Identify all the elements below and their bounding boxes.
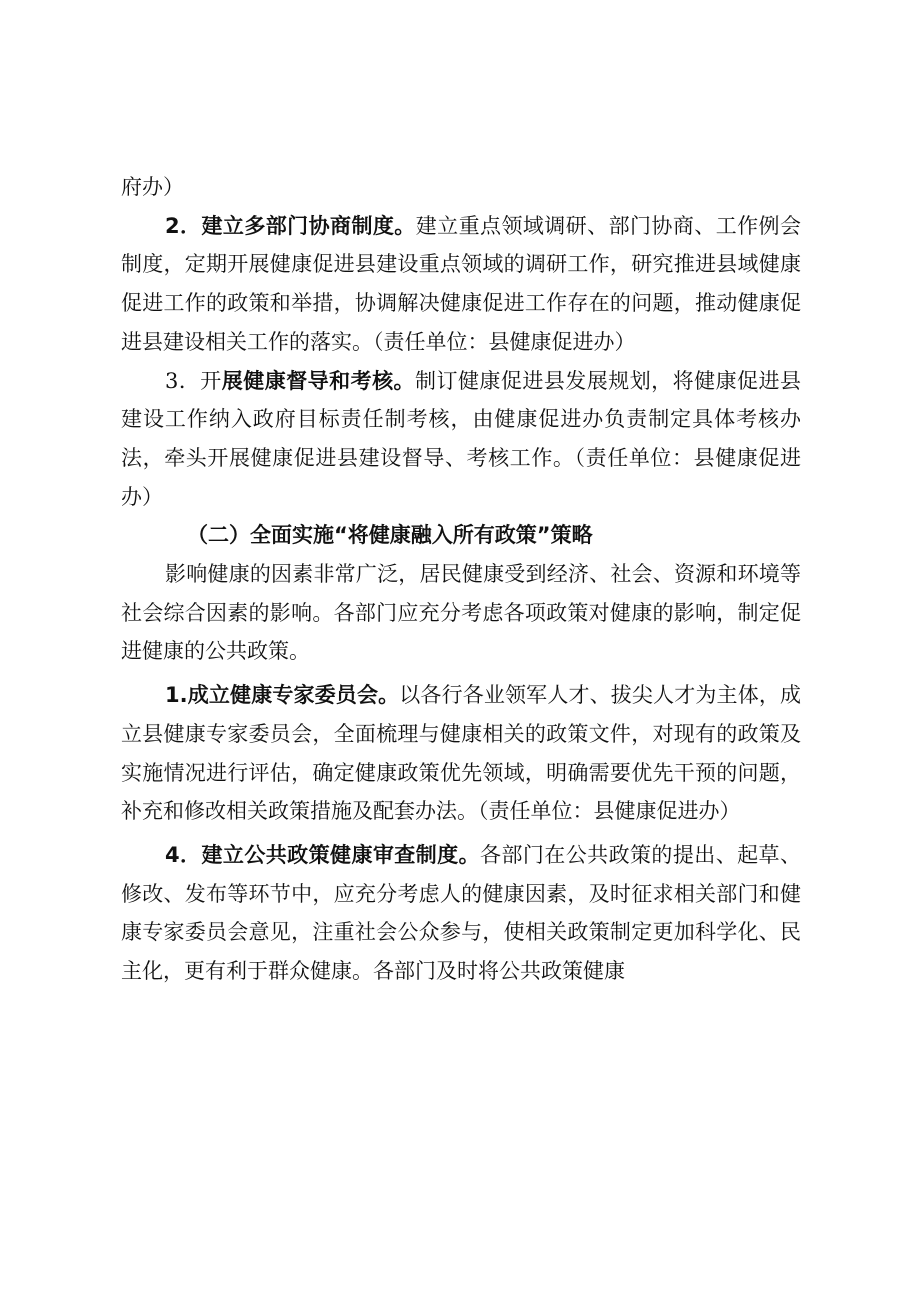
item-1-title: 1.成立健康专家委员会。 [165,683,400,708]
paragraph-item-3 [121,362,801,517]
intro-text: 影响健康的因素非常广泛，居民健康受到经济、社会、资源和环境等社会综合因素的影响。各部门应充分考虑各项政策对健康的影响，制定促进健康的公共政策。 [121,562,801,664]
item-3-title: 展健康督导和考核。 [221,368,416,393]
paragraph-continuation [121,168,801,207]
paragraph-item-2 [121,207,801,362]
item-3-number: 3．开 [165,368,222,393]
paragraph-item-1 [121,676,801,831]
item-4-title: 4．建立公共政策健康审查制度。 [165,842,481,867]
item-1-body: 以各行各业领军人才、拔尖人才为主体，成立县健康专家委员会，全面梳理与健康相关的政策文件，对现有的政策及实施情况进行评估，确定健康政策优先领域，明确需要优先干预的问题，补充和修改相关政策措施及配套办法。（责任单位：县健康促进办） [121,683,801,824]
section-heading [121,516,801,555]
paragraph-item-4 [121,836,801,991]
section-heading-text: （二）全面实施“将健康融入所有政策”策略 [187,523,593,548]
item-4-body: 各部门在公共政策的提出、起草、修改、发布等环节中，应充分考虑人的健康因素，及时征求相关部门和健康专家委员会意见，注重社会公众参与，使相关政策制定更加科学化、民主化，更有利于群众健康。各部门及时将公共政策健康 [121,842,801,984]
item-2-title: 2．建立多部门协商制度。 [165,213,416,238]
continuation-text: 府办） [121,175,184,199]
paragraph-intro [121,555,801,671]
item-2-body: 建立重点领域调研、部门协商、工作例会制度，定期开展健康促进县建设重点领域的调研工作，研究推进县域健康促进工作的政策和举措，协调解决健康促进工作存在的问题，推动健康促进县建设相关工作的落实。（责任单位：县健康促进办） [121,213,801,354]
item-3-body: 制订健康促进县发展规划，将健康促进县建设工作纳入政府目标责任制考核，由健康促进办负责制定具体考核办法，牵头开展健康促进县建设督导、考核工作。（责任单位：县健康促进办） [121,368,802,509]
document-body [121,168,801,991]
